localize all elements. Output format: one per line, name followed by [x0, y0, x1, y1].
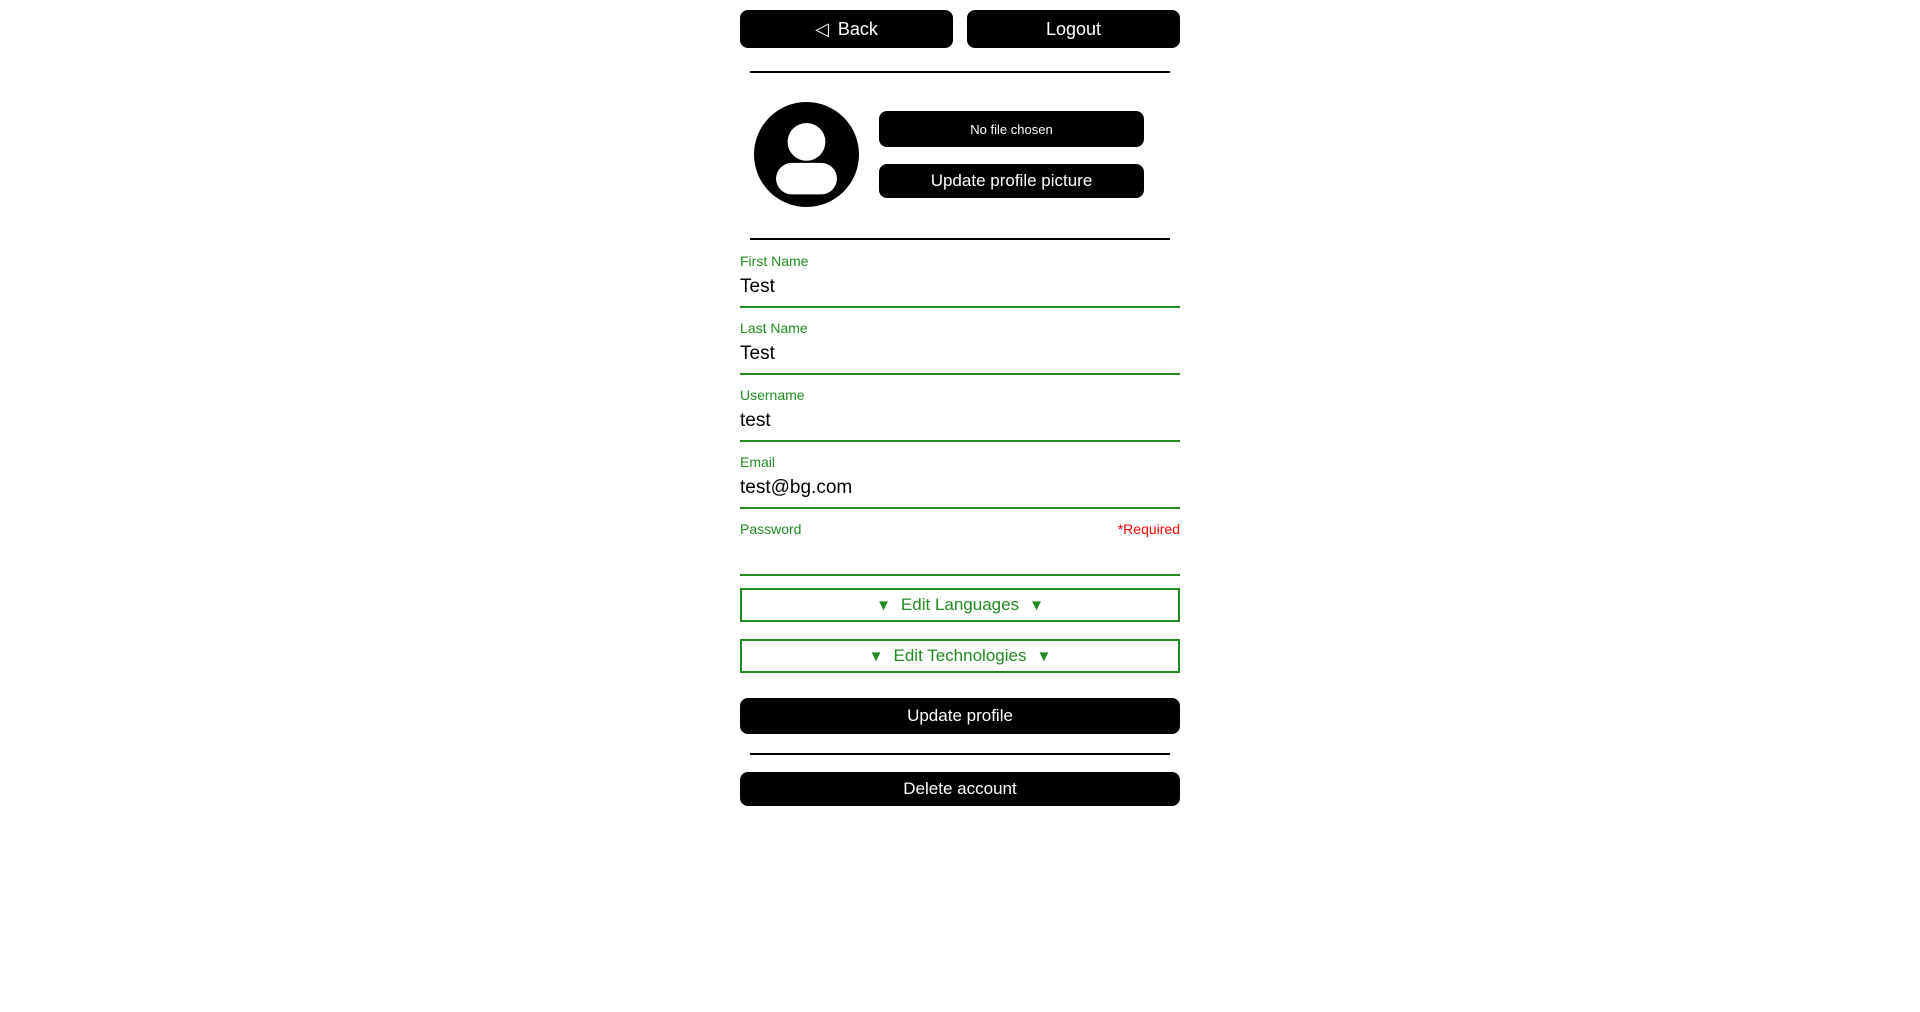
divider: [750, 753, 1170, 755]
user-avatar-icon: [754, 102, 859, 207]
last-name-field: [740, 320, 1180, 375]
email-label: Email: [740, 454, 776, 470]
profile-form: [740, 253, 1180, 734]
username-label: Username: [740, 387, 805, 403]
password-label: Password: [740, 521, 802, 537]
required-badge: *Required: [1117, 521, 1180, 537]
first-name-field: [740, 253, 1180, 308]
edit-languages-label: Edit Languages: [900, 595, 1020, 614]
back-button-label: Back: [837, 18, 878, 39]
first-name-label: First Name: [740, 253, 809, 269]
chevron-down-icon: ▼: [876, 596, 891, 614]
last-name-input[interactable]: [740, 337, 1180, 375]
first-name-input[interactable]: [740, 270, 1180, 308]
delete-account-button[interactable]: Delete account: [740, 772, 1180, 806]
top-button-bar: [740, 10, 1180, 48]
chevron-down-icon: ▼: [1036, 647, 1052, 665]
back-arrow-icon: ◁: [815, 19, 829, 39]
edit-technologies-button[interactable]: [740, 639, 1180, 673]
username-input[interactable]: [740, 404, 1180, 442]
divider: [750, 71, 1170, 73]
divider: [750, 238, 1170, 240]
profile-picture-section: [740, 102, 1180, 207]
logout-button[interactable]: [967, 10, 1180, 48]
password-field-head: [740, 521, 1180, 538]
profile-column: [740, 0, 1180, 806]
password-input[interactable]: [740, 538, 1180, 576]
email-input[interactable]: [740, 471, 1180, 509]
chevron-down-icon: ▼: [1029, 596, 1044, 614]
password-field: [740, 521, 1180, 576]
email-field: [740, 454, 1180, 509]
edit-languages-button[interactable]: [740, 588, 1180, 622]
chevron-down-icon: ▼: [868, 647, 884, 665]
update-profile-picture-button[interactable]: Update profile picture: [879, 164, 1144, 198]
picture-buttons: [879, 111, 1144, 198]
file-input-button[interactable]: No file chosen: [879, 111, 1144, 147]
username-field: [740, 387, 1180, 442]
edit-technologies-label: Edit Technologies: [893, 646, 1027, 665]
back-button[interactable]: [740, 10, 953, 48]
logout-button-label: Logout: [1045, 18, 1102, 39]
last-name-label: Last Name: [740, 320, 808, 336]
update-profile-button[interactable]: Update profile: [740, 698, 1180, 734]
